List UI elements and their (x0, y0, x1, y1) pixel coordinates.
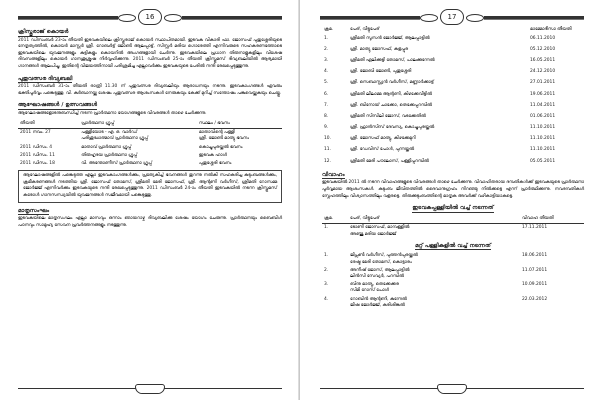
column-header: പേര്, വീട്ടുപേര് (350, 27, 380, 32)
member-name: ശ്രീ. ഡേവിസ് പോൾ, പുന്നയ്ക്കൽ (350, 147, 415, 153)
event-place: ഇടവക ഹാൾ (198, 152, 227, 158)
member-name: ശ്രീ. ജോബി ജോൺ, പുതുശ്ശേരി (350, 69, 412, 75)
section-paragraph: ഇടവകയിലെ മാതൃസംഘം എല്ലാ മാസവും ഒന്നാം ഞായറാഴ്ച ദിവ്യബലിക്കു ശേഷം യോഗം ചേരുന്നു. പ്രാർത്ഥനയും ബൈബിൾ പഠനവും സാമൂഹ്യ സേവന പ്രവർത്തനങ്ങളും നടത്തുന്നു. (18, 216, 282, 228)
right-content (322, 26, 584, 310)
member-date: 11.10.2011 (530, 125, 556, 131)
row-number: 4. (324, 296, 329, 302)
row-number: 8. (324, 113, 329, 119)
ornament-swirl (118, 14, 136, 22)
column-header: പ്രാർത്ഥനാ ഗ്രൂപ്പ് (79, 120, 197, 129)
column-header: മാമ്മോദീസാ തീയതി (530, 27, 572, 32)
footer-rule (164, 388, 282, 389)
section-title: പുതുവത്സര ദിവ്യബലി (18, 75, 73, 82)
member-date: 24.12.2010 (530, 69, 556, 75)
member-date: 05.05.2011 (530, 158, 556, 164)
row-number: 10. (324, 136, 331, 142)
event-place: കൊച്ചുപുരയ്ക്കൽ ഭവനം (198, 144, 243, 150)
table-header-row (322, 215, 584, 224)
event-place (197, 129, 282, 144)
footer-rule (320, 388, 438, 389)
member-date: 01.06.2011 (530, 113, 556, 119)
column-header: തീയതി (18, 120, 79, 129)
ornament-swirl (466, 14, 484, 22)
row-number: 2. (324, 46, 329, 52)
group-line: പള്ളിയോട - എ. ഒ. വാർഡ് (81, 130, 138, 136)
right-footer (320, 384, 584, 394)
right-page (300, 0, 600, 400)
member-date: 05.12.2010 (530, 46, 556, 52)
marriage-date: 18.06.2011 (522, 253, 548, 259)
couple-names (348, 281, 520, 295)
table-row (18, 129, 282, 144)
marriage-date: 10.09.2011 (522, 282, 548, 288)
event-group: മാതാവ് പ്രാർത്ഥനാ ഗ്രൂപ്പ് (81, 144, 132, 150)
table-row (322, 146, 584, 157)
table-row (322, 296, 584, 310)
row-number: 5. (324, 80, 329, 86)
member-name: ശ്രീമതി സൂസൻ ജോർജ്ജ്, ആലപ്പാട്ടിൽ (350, 35, 430, 41)
groom-name: ടോണി ജോസഫ്, മാമ്പള്ളിൽ (350, 225, 410, 231)
couple-names (348, 296, 520, 310)
events-table (18, 120, 282, 169)
event-group: വി. അന്തോണീസ് പ്രാർത്ഥനാ ഗ്രൂപ്പ് (81, 160, 152, 166)
header-rule (182, 16, 282, 20)
table-row (322, 224, 584, 239)
row-number: 4. (324, 69, 329, 75)
table-row (322, 102, 584, 113)
member-name: ശ്രീമതി ഏലിക്കുട്ടി തോമസ്, പാലക്കുന്നേൽ (350, 57, 435, 63)
ornament-swirl (420, 14, 438, 22)
bride-name: രേഷ്മ മേരി തോമസ്, കൊട്ടാരം (350, 259, 412, 265)
table-row (322, 113, 584, 124)
event-date: 2011 ഡിസം. 4 (20, 144, 53, 150)
member-name: ശ്രീമതി മേരി പൗലോസ്, പള്ളിപ്പറമ്പിൽ (350, 158, 429, 164)
row-number: 9. (324, 125, 329, 131)
table-row (322, 91, 584, 102)
subsection-title (322, 202, 584, 214)
table-row (18, 144, 282, 152)
member-date: 16.05.2011 (530, 57, 556, 63)
header-rule (18, 16, 118, 20)
section-title: ക്രിസ്തുരാജ് കൊയർ (18, 29, 69, 35)
church-marriages-table (322, 215, 584, 239)
members-table (322, 26, 584, 169)
member-date: 11.10.2011 (530, 136, 556, 142)
table-row (322, 281, 584, 295)
table-row (18, 160, 282, 168)
page-number: 17 (440, 9, 464, 25)
event-date: 2011 ഡിസം. 18 (20, 160, 55, 166)
member-date: 06.11.2010 (530, 35, 556, 41)
event-group: തിരുഹൃദയ പ്രാർത്ഥനാ ഗ്രൂപ്പ് (81, 152, 138, 158)
table-row (18, 152, 282, 160)
row-number: 3. (324, 282, 329, 288)
couple-names (348, 224, 520, 239)
member-name: ശ്രീമതി സിസിലി ജോസ്, വടക്കേതിൽ (350, 113, 426, 119)
section-paragraph: ആഘോഷങ്ങളോടനുബന്ധിച്ച് നടന്ന പ്രാർത്ഥനാ യോഗങ്ങളുടെ വിവരങ്ങൾ താഴെ ചേർക്കുന്നു. (18, 110, 207, 116)
member-date: 11.04.2011 (530, 102, 556, 108)
footer-rule (18, 388, 136, 389)
event-place: പുതുശ്ശേരി ഭവനം (198, 160, 232, 166)
row-number: 11. (324, 147, 331, 153)
table-row (322, 135, 584, 146)
table-header-row (322, 26, 584, 35)
row-number: 1. (324, 35, 329, 41)
table-row (322, 124, 584, 135)
table-row (322, 35, 584, 46)
member-date: 19.06.2011 (530, 91, 556, 97)
table-row (322, 252, 584, 266)
row-number: 2. (324, 267, 329, 273)
left-header (18, 11, 282, 23)
column-header: സ്ഥലം / ഭവനം (197, 120, 282, 129)
event-date: 2011 നവം. 27 (20, 130, 51, 136)
row-number: 3. (324, 57, 329, 63)
row-number: 1. (324, 253, 329, 259)
section-paragraph: 2011 ഡിസംബർ 23-ാം തീയതി ഇടവകയിലെ ക്രിസ്തുരാജ് കൊയർ സ്ഥാപിതമായി. ഇടവക വികാരി ഫാ. ജോസഫ് പുതുശ്ശേരിയുടെ നേതൃത്വത്തിൽ, കൊയർ മാസ്റ്റർ ശ്രീ. റോബർട്ട് ജോൺ ആലപ്പാട്ട്, സിസ്റ്റർ മരിയ ഗൊരേത്തി എന്നിവരുടെ സഹകരണത്തോടെ ഇടവകയിലെ യുവജനങ്ങളും കുട്ടികളും കൊയറിൽ അംഗങ്ങളായി ചേർന്നു. ഇടവകയിലെ പ്രധാന തിരുനാളുകളിലും വിശേഷ ദിവസങ്ങളിലും കൊയർ ഗാനശുശ്രൂഷ നിർവ്വഹിക്കുന്നു. 2011 ഡിസംബർ 25-ാം തീയതി ക്രിസ്തുമസ് ദിവ്യബലിയിൽ ആദ്യമായി ഗാനങ്ങൾ ആലപിച്ചു. ഇതിന്റെ വിജയത്തിനായി പരിശ്രമിച്ച എല്ലാവർക്കും ഇടവകയുടെ പേരിൽ നന്ദി രേഖപ്പെടുത്തുന്നു. (18, 37, 282, 69)
section-title: മാതൃസംഘം (18, 207, 50, 214)
bride-name: ലിൻസി സേവ്യർ, പറമ്പിൽ (350, 274, 404, 280)
member-name: ശ്രീമതി ലീലാമ്മ ആന്റണി, കിഴക്കേവീട്ടിൽ (350, 91, 432, 97)
bride-name: അഞ്ജു മരിയ ജോർജ്ജ് (350, 231, 397, 237)
other-marriages-table (322, 252, 584, 310)
row-number: 1. (324, 225, 329, 231)
member-name: ശ്രീ. ഫ്രാൻസിസ് ദേവസ്യ, കൊച്ചുപുരയ്ക്കൽ (350, 125, 435, 131)
column-header: പേര്, വീട്ടുപേര് (348, 215, 520, 224)
couple-names (348, 252, 520, 266)
group-line: പരിശുദ്ധാത്മാവ് പ്രാർത്ഥനാ ഗ്രൂപ്പ് (81, 136, 149, 142)
table-row (322, 158, 584, 169)
groom-name: അനീഷ് ജോസ്, ആലപ്പാട്ടിൽ (350, 267, 410, 273)
left-footer (18, 384, 282, 394)
subsection-title-text: മറ്റ് പള്ളികളിൽ വച്ച് നടന്നത് (415, 242, 491, 249)
section-paragraph: 2011 ഡിസംബർ 31-ാം തീയതി രാത്രി 11.30 ന് പുതുവത്സര ദിവ്യബലിയും ആരാധനയും നടന്നു. ഇടവകാംഗങ്ങൾ ഏവരും ഭക്തിപൂർവ്വം പങ്കെടുത്തു. വി. കുർബാനയ്ക്കു ശേഷം പുതുവത്സര ആശംസകൾ നേരുകയും കേക്ക് മുറിച്ച് സന്തോഷം പങ്കുവെയ്ക്കുകയും ചെയ്തു. (18, 84, 282, 96)
left-content (18, 26, 282, 231)
footer-rule (466, 388, 584, 389)
row-number: 7. (324, 102, 329, 108)
subsection-title (322, 240, 584, 252)
marriage-date: 17.11.2011 (522, 225, 548, 231)
member-name: ശ്രീ. മാത്യു ജോസഫ്, കളപ്പുര (350, 46, 408, 52)
marriage-date: 22.03.2012 (522, 296, 548, 302)
groom-name: റോബിൻ ആന്റണി, കുന്നേൽ (350, 296, 407, 302)
page-number: 16 (138, 9, 162, 25)
bride-name: ജിഷ ജോർജ്ജ്, കുരിശിങ്കൽ (350, 302, 405, 308)
table-row (322, 46, 584, 57)
column-header: വിവാഹ തീയതി (520, 215, 584, 224)
ornament-swirl (164, 14, 182, 22)
footer-ornament (437, 384, 467, 394)
row-number: 6. (324, 91, 329, 97)
member-name: ശ്രീ. ബിനോയ് ചാക്കോ, തെക്കേപ്പറമ്പിൽ (350, 102, 432, 108)
section-paragraph: ഇടവകയിൽ 2011 ൽ നടന്ന വിവാഹങ്ങളുടെ വിവരങ്ങൾ താഴെ ചേർക്കുന്നു. വിവാഹിതരായ ദമ്പതികൾക്ക് ഇടവകയുടെ പ്രാർത്ഥനാ പൂർവ്വമായ ആശംസകൾ. കുടുംബ ജീവിതത്തിൽ ദൈവാനുഗ്രഹം നിറഞ്ഞു നിൽക്കട്ടെ എന്ന് പ്രാർത്ഥിക്കുന്നു. നവദമ്പതികൾ സ്നേഹത്തിലും വിശ്വാസത്തിലും വളരട്ടെ. തിരുക്കുടുംബത്തിന്റെ മാതൃക അവർക്ക് വഴികാട്ടിയാകട്ടെ. (322, 180, 584, 199)
marriage-date: 11.07.2011 (522, 267, 548, 273)
footer-ornament (135, 384, 165, 394)
thanks-paragraph: ആഘോഷങ്ങളിൽ പങ്കെടുത്ത എല്ലാ ഇടവകാംഗങ്ങൾക്കും, പ്രത്യേകിച്ച് ഭവനങ്ങൾ തുറന്നു നൽകി സഹകരിച്ച കുടുംബങ്ങൾക്കും, ക്രമീകരണങ്ങൾ നടത്തിയ ശ്രീ. ജോസഫ് തോമസ്, ശ്രീമതി മേരി ജോസഫ്, ശ്രീ. ആന്റണി വർഗീസ്, ശ്രീമതി റോസമ്മ ജോർജ്ജ് എന്നിവർക്കും ഇടവകയുടെ നന്ദി രേഖപ്പെടുത്തുന്നു. 2011 ഡിസംബർ 24-ാം തീയതി ഇടവകയിൽ നടന്ന ക്രിസ്തുമസ് കരോൾ ഗാനസന്ധ്യയിൽ യുവജനങ്ങൾ സജീവമായി പങ്കെടുത്തു. (18, 170, 282, 202)
table-row (322, 68, 584, 79)
right-header (320, 11, 584, 23)
event-date: 2011 ഡിസം. 11 (20, 152, 55, 158)
table-header-row (18, 120, 282, 129)
row-number: 12. (324, 158, 331, 164)
member-date: 11.10.2011 (530, 147, 556, 153)
table-row (322, 79, 584, 90)
section-title: വിവാഹം (322, 171, 345, 178)
member-name: ശ്രീ. ജോസഫ് മാത്യു, കിഴക്കേമുറി (350, 136, 416, 142)
header-rule (320, 16, 420, 20)
column-header: ക്രമ. (322, 215, 348, 224)
groom-name: ജിപ്സൺ വർഗീസ്, പുത്തൻപുരയ്ക്കൽ (350, 253, 418, 259)
subsection-title-text: ഇടവകപ്പള്ളിയിൽ വച്ച് നടന്നത് (412, 205, 494, 212)
place-line: മാതാവിന്റെ പള്ളി (198, 130, 235, 136)
event-group (79, 129, 197, 144)
place-line: ശ്രീ. ജോൺ മാത്യു ഭവനം (198, 136, 249, 142)
member-date: 27.01.2011 (530, 80, 556, 86)
groom-name: ബിനു മാത്യു, തെക്കേക്കര (350, 282, 399, 288)
section-title: ആഘോഷങ്ങൾ / ഉത്സവങ്ങൾ (18, 102, 98, 109)
table-row (322, 57, 584, 68)
table-row (322, 267, 584, 281)
bride-name: സിമി റോസ് പോൾ (350, 288, 389, 294)
column-header: ക്രമ. (324, 27, 334, 32)
couple-names (348, 267, 520, 281)
header-rule (484, 16, 584, 20)
member-name: ശ്രീ. സെബാസ്റ്റ്യൻ വർഗീസ്, മണ്ണാർക്കാട്ട് (350, 80, 434, 86)
